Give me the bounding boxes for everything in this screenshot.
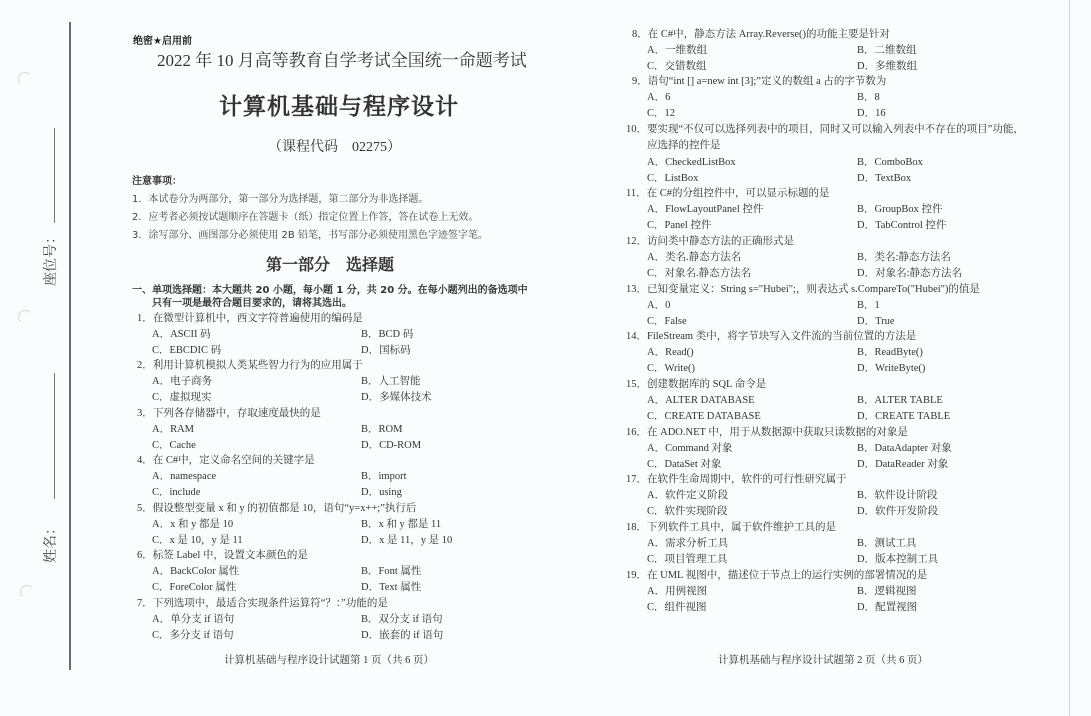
notice-item: 3．涂写部分、画图部分必须使用 2B 铅笔，书写部分必须使用黑色字迹签字笔。	[132, 230, 488, 241]
option-a: A．ASCII 码	[152, 329, 211, 340]
exam-title: 2022 年 10 月高等教育自学考试全国统一命题考试	[157, 51, 527, 70]
option-b: B．二维数组	[857, 45, 917, 56]
page-footer: 计算机基础与程序设计试题第 2 页（共 6 页）	[718, 655, 928, 666]
option-d: D．版本控制工具	[857, 554, 939, 565]
option-a: A．ALTER DATABASE	[647, 395, 755, 406]
option-d: D．True	[857, 316, 895, 327]
option-a: A．单分支 if 语句	[152, 614, 235, 625]
option-b: B．x 和 y 都是 11	[361, 519, 442, 530]
option-b: B．8	[857, 92, 880, 103]
binding-margin-line	[69, 22, 71, 670]
option-a: A．x 和 y 都是 10	[152, 519, 234, 530]
option-d: D．TabControl 控件	[857, 220, 947, 231]
option-c: C．False	[647, 316, 687, 327]
option-c: C．CREATE DATABASE	[647, 411, 761, 422]
binding-hole-mark	[18, 310, 32, 324]
option-b: B．GroupBox 控件	[857, 204, 943, 215]
option-a: A．Command 对象	[647, 443, 733, 454]
question-stem: 1．在微型计算机中，西文字符普遍使用的编码是	[137, 313, 363, 324]
question-stem: 2．利用计算机模拟人类某些智力行为的应用属于	[137, 360, 363, 371]
binding-hole-mark	[18, 72, 32, 86]
option-b: B．ALTER TABLE	[857, 395, 943, 406]
option-d: D．WriteByte()	[857, 363, 926, 374]
subject-title: 计算机基础与程序设计	[219, 93, 459, 120]
confidential-mark: 绝密★启用前	[133, 36, 192, 47]
option-d: D．Text 属性	[361, 582, 422, 593]
option-d: D．CREATE TABLE	[857, 411, 951, 422]
option-c: C．EBCDIC 码	[152, 345, 222, 356]
seat-number-label: 座位号：	[43, 230, 59, 286]
name-field-line	[54, 373, 55, 499]
option-c: C．组件视图	[647, 602, 707, 613]
question-stem: 3．下列各存储器中，存取速度最快的是	[137, 408, 321, 419]
option-c: C．Panel 控件	[647, 220, 712, 231]
question-stem: 8．在 C#中，静态方法 Array.Reverse()的功能主要是针对	[632, 29, 890, 40]
option-b: B．测试工具	[857, 538, 917, 549]
option-d: D．DataReader 对象	[857, 459, 949, 470]
question-stem-cont: 应选择的控件是	[647, 140, 721, 151]
question-stem: 10．要实现“不仅可以选择列表中的项目，同时又可以输入列表中不存在的项目”功能，	[626, 124, 1024, 135]
option-a: A．CheckedListBox	[647, 157, 736, 168]
option-d: D．16	[857, 108, 886, 119]
option-c: C．Cache	[152, 440, 196, 451]
option-b: B．import	[361, 471, 407, 482]
option-a: A．0	[647, 300, 671, 311]
option-a: A．电子商务	[152, 376, 213, 387]
question-stem: 6．标签 Label 中，设置文本颜色的是	[137, 550, 308, 561]
section-instruction: 一、单项选择题：本大题共 20 小题，每小题 1 分，共 20 分。在每小题列出的备选项中	[132, 285, 528, 296]
option-a: A．6	[647, 92, 671, 103]
question-stem: 19．在 UML 视图中，描述位于节点上的运行实例的部署情况的是	[626, 570, 928, 581]
option-d: D．TextBox	[857, 173, 912, 184]
question-stem: 4．在 C#中，定义命名空间的关键字是	[137, 455, 315, 466]
option-b: B．人工智能	[361, 376, 421, 387]
notice-title: 注意事项：	[132, 176, 182, 187]
option-b: B．BCD 码	[361, 329, 414, 340]
question-stem: 14．FileStream 类中，将字节块写入文件流的当前位置的方法是	[626, 331, 917, 342]
option-c: C．12	[647, 108, 676, 119]
page-footer: 计算机基础与程序设计试题第 1 页（共 6 页）	[224, 655, 434, 666]
option-a: A．Read()	[647, 347, 694, 358]
binding-hole-mark	[20, 585, 34, 599]
option-c: C．ForeColor 属性	[152, 582, 237, 593]
question-stem: 12．访问类中静态方法的正确形式是	[626, 236, 794, 247]
option-a: A．软件定义阶段	[647, 490, 729, 501]
option-d: D．对象名:静态方法名	[857, 268, 962, 279]
option-b: B．双分支 if 语句	[361, 614, 443, 625]
option-b: B．1	[857, 300, 880, 311]
option-c: C．DataSet 对象	[647, 459, 722, 470]
notice-item: 2．应考者必须按试题顺序在答题卡（纸）指定位置上作答，答在试卷上无效。	[132, 212, 479, 223]
option-b: B．软件设计阶段	[857, 490, 938, 501]
option-a: A．用例视图	[647, 586, 708, 597]
option-a: A．一维数组	[647, 45, 708, 56]
option-a: A．需求分析工具	[647, 538, 729, 549]
question-stem: 15．创建数据库的 SQL 命令是	[626, 379, 767, 390]
question-stem: 17．在软件生命周期中，软件的可行性研究属于	[626, 474, 847, 485]
option-c: C．项目管理工具	[647, 554, 728, 565]
seat-number-field-line	[54, 128, 55, 223]
option-b: B．ComboBox	[857, 157, 923, 168]
option-c: C．ListBox	[647, 173, 699, 184]
question-stem: 9．语句“int [] a=new int [3];”定义的数组 a 占的字节数为	[632, 76, 887, 87]
course-code: （课程代码 02275）	[268, 140, 401, 155]
question-stem: 18．下列软件工具中，属于软件维护工具的是	[626, 522, 836, 533]
option-d: D．多维数组	[857, 61, 918, 72]
question-stem: 11．在 C#的分组控件中，可以显示标题的是	[626, 188, 830, 199]
name-label: 姓名：	[43, 521, 59, 563]
option-c: C．多分支 if 语句	[152, 630, 234, 641]
option-d: D．国标码	[361, 345, 411, 356]
option-d: D．嵌套的 if 语句	[361, 630, 444, 641]
option-c: C．x 是 10，y 是 11	[152, 535, 243, 546]
option-d: D．using	[361, 487, 402, 498]
question-stem: 5．假设整型变量 x 和 y 的初值都是 10，语句“y=x++;”执行后	[137, 503, 417, 514]
option-b: B．ReadByte()	[857, 347, 923, 358]
option-c: C．对象名.静态方法名	[647, 268, 752, 279]
option-d: D．x 是 11，y 是 10	[361, 535, 453, 546]
part-title: 第一部分 选择题	[266, 255, 395, 274]
option-b: B．ROM	[361, 424, 403, 435]
option-d: D．软件开发阶段	[857, 506, 939, 517]
option-d: D．配置视图	[857, 602, 918, 613]
page-edge-line	[1069, 0, 1070, 716]
option-a: A．RAM	[152, 424, 195, 435]
option-b: B．DataAdapter 对象	[857, 443, 952, 454]
option-c: C．交错数组	[647, 61, 707, 72]
option-a: A．类名.静态方法名	[647, 252, 742, 263]
section-instruction: 只有一项是最符合题目要求的，请将其选出。	[152, 298, 352, 309]
notice-item: 1．本试卷分为两部分，第一部分为选择题，第二部分为非选择题。	[132, 194, 429, 205]
option-b: B．类名:静态方法名	[857, 252, 951, 263]
option-a: A．BackColor 属性	[152, 566, 240, 577]
option-c: C．虚拟现实	[152, 392, 212, 403]
option-d: D．多媒体技术	[361, 392, 432, 403]
option-a: A．namespace	[152, 471, 217, 482]
option-c: C．include	[152, 487, 201, 498]
question-stem: 13．已知变量定义：String s="Hubei";，则表达式 s.CompareTo("Hubei")的值是	[626, 284, 980, 295]
question-stem: 16．在 ADO.NET 中，用于从数据源中获取只读数据的对象是	[626, 427, 908, 438]
option-a: A．FlowLayoutPanel 控件	[647, 204, 764, 215]
option-b: B．Font 属性	[361, 566, 422, 577]
option-d: D．CD-ROM	[361, 440, 422, 451]
option-b: B．逻辑视图	[857, 586, 917, 597]
option-c: C．Write()	[647, 363, 695, 374]
question-stem: 7．下列选项中，最适合实现条件运算符“？：”功能的是	[137, 598, 388, 609]
option-c: C．软件实现阶段	[647, 506, 728, 517]
